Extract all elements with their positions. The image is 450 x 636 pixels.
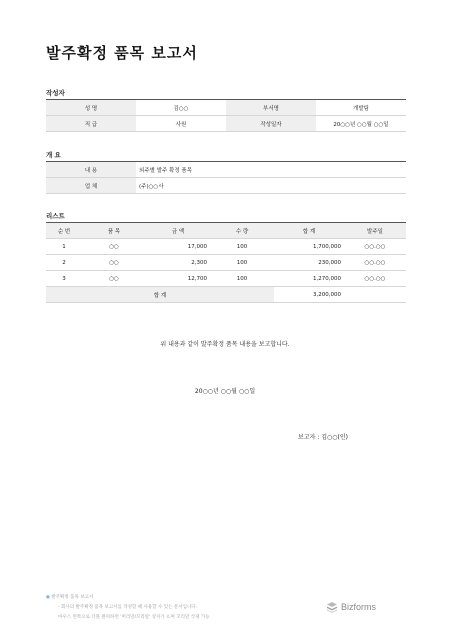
name-label: 성 명	[46, 100, 136, 116]
order-list-table	[46, 222, 406, 303]
cell-qty: 100	[210, 255, 274, 271]
cell-item: ○○	[82, 239, 146, 255]
bizforms-logo-icon	[326, 601, 338, 613]
cell-qty: 100	[210, 271, 274, 287]
cell-no: 2	[46, 255, 82, 271]
author-section-heading: 작성자	[46, 89, 65, 97]
cell-amount: 2,300	[146, 255, 210, 271]
footer-description: - 회사의 발주확정 품목 보고서를 작성할 때 사용할 수 있는 문서입니다.	[58, 605, 198, 610]
name-value: 김○○	[136, 100, 226, 116]
list-header-row	[46, 223, 406, 239]
content-value: 외주별 발주 확정 품목	[136, 162, 406, 178]
cell-order-date: ○○.○○	[344, 239, 406, 255]
col-header-order-date: 발주일	[344, 223, 406, 239]
cell-total: 1,270,000	[274, 271, 344, 287]
cell-item: ○○	[82, 255, 146, 271]
footer-title: 발주확정 품목 보고서	[51, 595, 94, 600]
department-label: 부서명	[226, 100, 316, 116]
author-row	[46, 100, 406, 116]
col-header-amount: 금 액	[146, 223, 210, 239]
overview-row	[46, 178, 406, 194]
overview-table	[46, 161, 406, 194]
bizforms-logo	[326, 601, 376, 613]
table-row	[46, 239, 406, 255]
cell-total: 230,000	[274, 255, 344, 271]
sum-value: 3,200,000	[274, 287, 344, 303]
sum-empty-cell	[344, 287, 406, 303]
cell-order-date: ○○.○○	[344, 255, 406, 271]
report-date: 20○○년 ○○월 ○○일	[194, 388, 256, 395]
author-table	[46, 99, 406, 132]
cell-qty: 100	[210, 239, 274, 255]
author-row	[46, 116, 406, 132]
cell-amount: 12,700	[146, 271, 210, 287]
logo-text: Bizforms	[341, 602, 377, 612]
footer-instruction: 마우스 왼쪽으로 더블 클릭하면 '머리말/꼬리말' 상자가 뜨며 꼬리말 삭제 가능	[58, 615, 210, 620]
overview-section-heading: 개 요	[46, 151, 61, 159]
written-date-label: 작성일자	[226, 116, 316, 132]
col-header-no: 순 번	[46, 223, 82, 239]
report-statement: 위 내용과 같이 발주확정 품목 내용을 보고합니다.	[160, 341, 290, 348]
table-row	[46, 271, 406, 287]
cell-amount: 17,000	[146, 239, 210, 255]
table-row	[46, 255, 406, 271]
content-label: 내 용	[46, 162, 136, 178]
bullet-icon: ●	[46, 595, 52, 600]
cell-item: ○○	[82, 271, 146, 287]
company-label: 업 체	[46, 178, 136, 194]
cell-order-date: ○○.○○	[344, 271, 406, 287]
col-header-item: 품 목	[82, 223, 146, 239]
list-section-heading: 리스트	[46, 212, 65, 220]
position-label: 직 급	[46, 116, 136, 132]
sum-label: 합 계	[46, 287, 274, 303]
col-header-total: 합 계	[274, 223, 344, 239]
sum-row	[46, 287, 406, 303]
document-title: 발주확정 품목 보고서	[46, 44, 198, 62]
company-value: (주)○○사	[136, 178, 406, 194]
col-header-qty: 수 량	[210, 223, 274, 239]
reporter-signature: 보고자 : 김○○(인)	[298, 434, 348, 441]
page-footer	[46, 593, 210, 623]
position-value: 사원	[136, 116, 226, 132]
cell-no: 1	[46, 239, 82, 255]
cell-total: 1,700,000	[274, 239, 344, 255]
cell-no: 3	[46, 271, 82, 287]
department-value: 개발팀	[316, 100, 406, 116]
overview-row	[46, 162, 406, 178]
written-date-value: 20○○년 ○○월 ○○일	[316, 116, 406, 132]
